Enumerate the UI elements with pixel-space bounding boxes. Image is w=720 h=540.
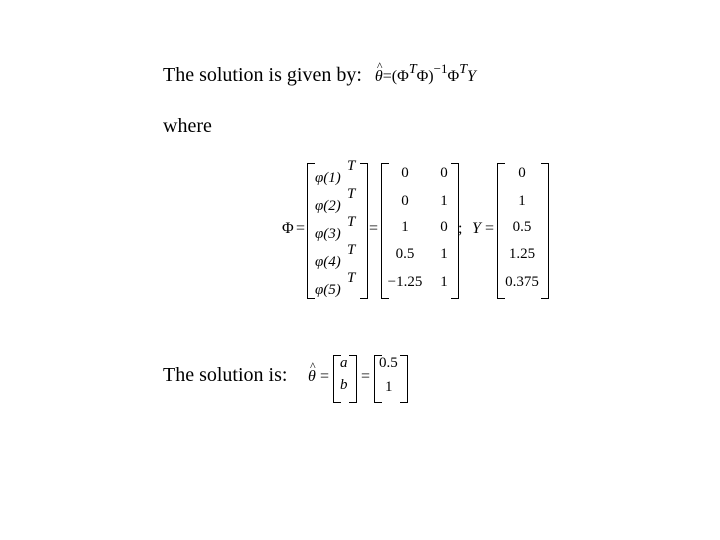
equals-sign: =	[382, 68, 392, 85]
matrix-cell: −1.25	[387, 274, 423, 290]
left-bracket	[307, 163, 315, 299]
transpose-2: T	[347, 186, 356, 202]
solution-given-text: The solution is given by:	[163, 64, 362, 86]
phi-symbol: Φ	[447, 68, 460, 85]
where-label: where	[163, 115, 212, 137]
solution-value-b: 1	[385, 379, 393, 395]
phi-equals: =	[296, 220, 306, 237]
phi-row-3: φ(3)	[315, 226, 341, 242]
params-right-bracket	[349, 355, 357, 403]
theta-hat-symbol: ^ θ	[375, 68, 383, 86]
y-cell: 0	[518, 165, 526, 181]
transpose-superscript: T	[408, 62, 417, 77]
param-a: a	[340, 355, 348, 371]
y-symbol: Y	[466, 68, 476, 85]
matrix-cell: 1	[401, 219, 409, 235]
solution-theta-hat: ^ θ	[308, 368, 316, 386]
y-lhs: Y	[472, 220, 481, 237]
transpose-superscript-2: T	[459, 62, 467, 77]
right-bracket	[360, 163, 368, 299]
matrix-cell: 0	[401, 165, 409, 181]
y-cell: 1.25	[508, 246, 536, 262]
y-cell: 0.375	[505, 274, 539, 290]
y-equals: =	[485, 220, 495, 237]
formula-mid: Φ)	[416, 68, 434, 85]
formula-open: (Φ	[391, 68, 409, 85]
matrix-cell: 1	[440, 246, 448, 262]
solution-given-line	[163, 61, 476, 87]
phi-row-5: φ(5)	[315, 282, 341, 298]
solution-value-a: 0.5	[379, 355, 398, 371]
transpose-3: T	[347, 214, 356, 230]
matrix-cell: 1	[440, 274, 448, 290]
transpose-1: T	[347, 158, 356, 174]
inverse-superscript: −1	[433, 61, 448, 76]
matrix-cell: 0	[440, 165, 448, 181]
separator-semicolon: ;	[458, 220, 463, 237]
solution-formula	[374, 61, 476, 86]
phi-lhs: Φ	[282, 220, 294, 237]
matrix-cell: 0	[401, 193, 409, 209]
transpose-4: T	[347, 242, 356, 258]
solution-equals: =	[320, 368, 330, 385]
solution-equals-2: =	[361, 368, 371, 385]
phi-row-1: φ(1)	[315, 170, 341, 186]
solution-label: The solution is:	[163, 364, 288, 386]
phi-row-2: φ(2)	[315, 198, 341, 214]
matrix-cell: 0.5	[395, 246, 415, 262]
transpose-5: T	[347, 270, 356, 286]
y-cell: 1	[518, 193, 526, 209]
param-b: b	[340, 377, 348, 393]
values-vec-right-bracket	[400, 355, 408, 403]
matrix-equals: =	[369, 220, 379, 237]
phi-row-4: φ(4)	[315, 254, 341, 270]
matrix-cell: 0	[440, 219, 448, 235]
matrix-cell: 1	[440, 193, 448, 209]
y-cell: 0.5	[512, 219, 532, 235]
